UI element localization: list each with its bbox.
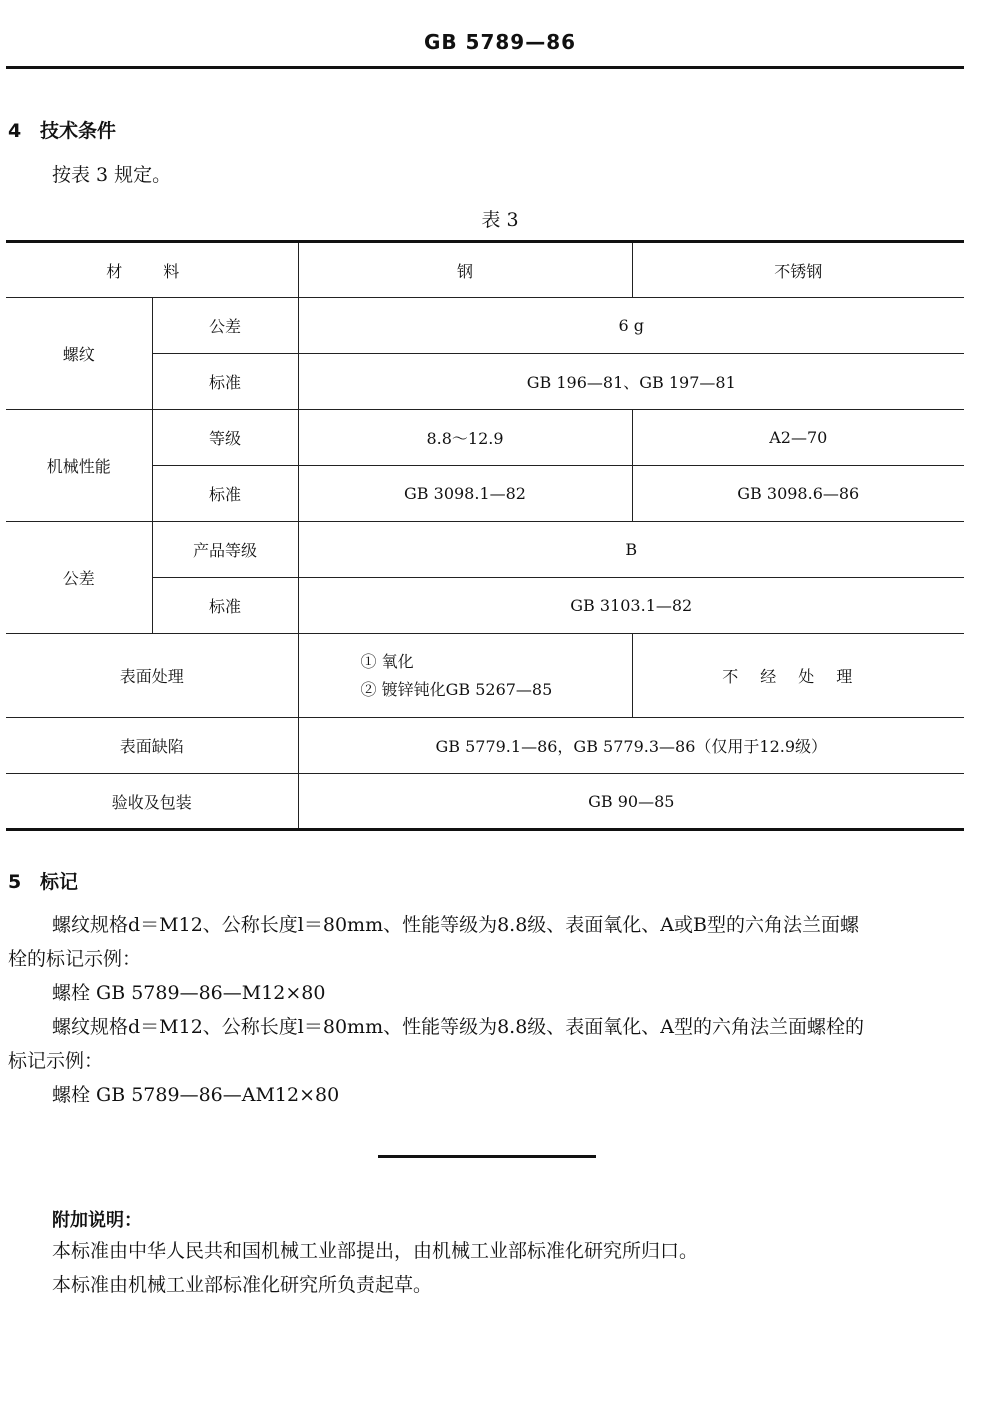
example-2-line-1: 螺纹规格d＝M12、公称长度l＝80mm、性能等级为8.8级、表面氧化、A型的六角法兰面螺栓的 xyxy=(52,1016,865,1038)
surface-steel-line2: ② 镀锌钝化GB 5267—85 xyxy=(360,679,553,699)
mech-standard-stainless: GB 3098.6—86 xyxy=(632,466,964,522)
thread-group-label: 螺纹 xyxy=(6,298,152,410)
mech-standard-steel: GB 3098.1—82 xyxy=(298,466,632,522)
notes-line-1: 本标准由中华人民共和国机械工业部提出，由机械工业部标准化研究所归口。 xyxy=(52,1240,699,1262)
example-2-mark: 螺栓 GB 5789—86—AM12×80 xyxy=(52,1084,340,1106)
section-title: 标记 xyxy=(40,871,79,893)
mech-grade-stainless: A2—70 xyxy=(632,410,964,466)
section-4-body: 按表 3 规定。 xyxy=(52,164,172,186)
header-material: 材 料 xyxy=(6,242,298,298)
table-row xyxy=(6,298,964,354)
surface-stainless: 不经处理 xyxy=(632,634,964,718)
table-row xyxy=(6,774,964,830)
acceptance-value: GB 90—85 xyxy=(298,774,964,830)
separator-rule xyxy=(378,1155,596,1158)
table-row xyxy=(6,410,964,466)
surface-steel-line1: ① 氧化 xyxy=(360,651,414,671)
table-caption: 表 3 xyxy=(481,209,519,231)
acceptance-label: 验收及包装 xyxy=(6,774,298,830)
notes-line-2: 本标准由机械工业部标准化研究所负责起草。 xyxy=(52,1274,433,1296)
table-row xyxy=(6,634,964,718)
tol-standard-label: 标准 xyxy=(152,578,298,634)
section-title: 技术条件 xyxy=(40,120,117,142)
notes-title: 附加说明： xyxy=(52,1210,142,1231)
header-stainless: 不锈钢 xyxy=(632,242,964,298)
surface-label: 表面处理 xyxy=(6,634,298,718)
defects-label: 表面缺陷 xyxy=(6,718,298,774)
example-2-line-2: 标记示例： xyxy=(8,1050,104,1072)
example-1-mark: 螺栓 GB 5789—86—M12×80 xyxy=(52,982,326,1004)
header-steel: 钢 xyxy=(298,242,632,298)
mech-grade-label: 等级 xyxy=(152,410,298,466)
section-4-heading xyxy=(8,116,116,143)
header-rule xyxy=(6,66,964,69)
tol-grade-value: B xyxy=(298,522,964,578)
mech-group-label: 机械性能 xyxy=(6,410,152,522)
section-5-heading xyxy=(8,867,78,894)
section-number: 5 xyxy=(8,871,22,893)
tol-standard-value: GB 3103.1—82 xyxy=(298,578,964,634)
surface-steel xyxy=(298,634,632,718)
thread-tolerance-label: 公差 xyxy=(152,298,298,354)
standard-number-header: GB 5789—86 xyxy=(423,30,577,54)
section-number: 4 xyxy=(8,120,22,142)
tol-grade-label: 产品等级 xyxy=(152,522,298,578)
example-1-line-2: 栓的标记示例： xyxy=(8,948,142,970)
mech-standard-label: 标准 xyxy=(152,466,298,522)
table-header-row xyxy=(6,242,964,298)
example-1-line-1: 螺纹规格d＝M12、公称长度l＝80mm、性能等级为8.8级、表面氧化、A或B型的六角法兰面螺 xyxy=(52,914,859,936)
table-row xyxy=(6,718,964,774)
marking-example-1 xyxy=(8,908,970,1112)
table-row xyxy=(6,522,964,578)
tol-group-label: 公差 xyxy=(6,522,152,634)
thread-standard-value: GB 196—81、GB 197—81 xyxy=(298,354,964,410)
thread-tolerance-value: 6 g xyxy=(298,298,964,354)
spec-table xyxy=(6,240,964,831)
thread-standard-label: 标准 xyxy=(152,354,298,410)
defects-value: GB 5779.1—86，GB 5779.3—86（仅用于12.9级） xyxy=(298,718,964,774)
mech-grade-steel: 8.8～12.9 xyxy=(298,410,632,466)
additional-notes xyxy=(52,1206,972,1302)
